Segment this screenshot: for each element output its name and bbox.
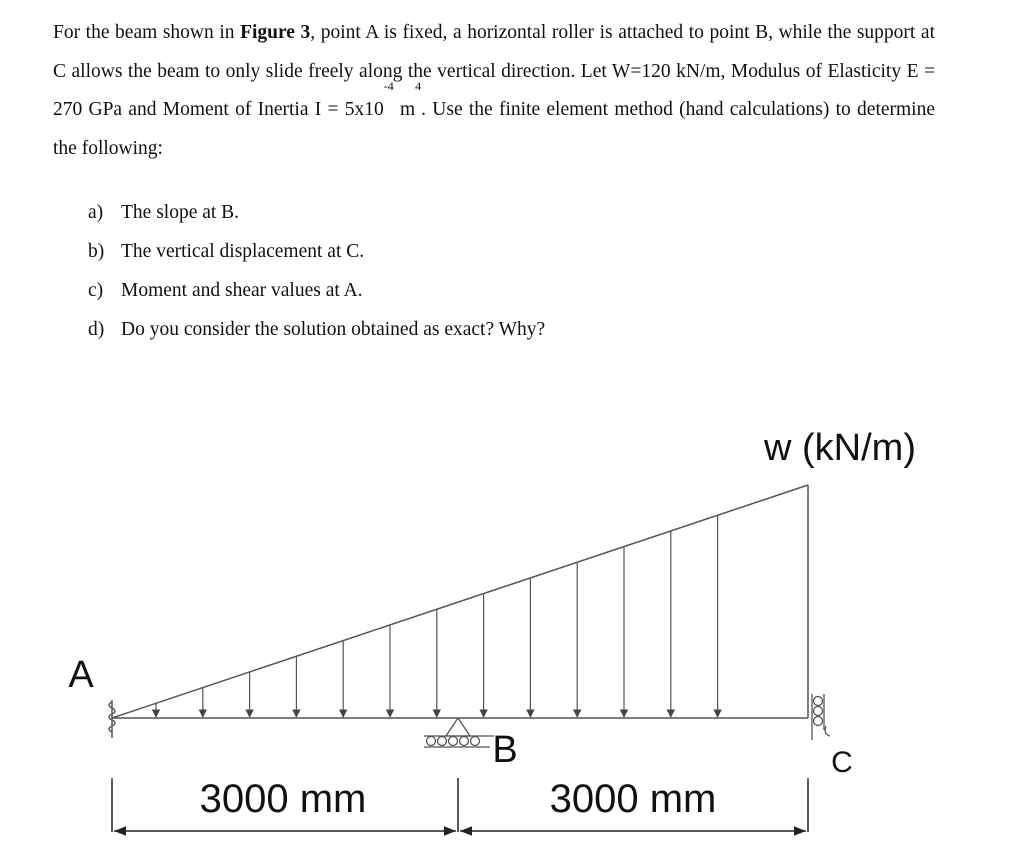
question-text: The vertical displacement at C. xyxy=(121,241,365,262)
question-item-d xyxy=(88,310,545,349)
problem-statement xyxy=(53,14,935,168)
point-c-label: C xyxy=(831,746,853,779)
point-a-label: A xyxy=(68,654,94,696)
problem-text-2: m xyxy=(393,99,416,120)
question-text: Moment and shear values at A. xyxy=(121,280,363,301)
fixed-support-a xyxy=(109,700,115,738)
question-item-a xyxy=(88,193,545,232)
slider-support-c xyxy=(812,694,830,740)
problem-intro: For the beam shown in xyxy=(53,22,241,43)
question-text: The slope at B. xyxy=(121,202,240,223)
question-letter: a) xyxy=(88,202,104,223)
question-item-b xyxy=(88,232,545,271)
question-letter: d) xyxy=(88,319,105,340)
load-slope-line xyxy=(112,485,808,718)
roller-support-b xyxy=(424,718,494,747)
question-item-c xyxy=(88,271,545,310)
question-letter: c) xyxy=(88,280,104,301)
problem-text-3: . Use the finite element method (hand calculations) to determine the following: xyxy=(53,99,936,159)
question-list xyxy=(88,193,545,349)
problem-text-1: , point A is fixed, a horizontal roller is attached to point B, while the support at C allows the beam to only slide freely along the vertical direction. Let W=120 kN/m, Modulus of Elasticity E = 270 GPa and Moment of Inertia I = 5x10 xyxy=(53,22,935,120)
unit-exponent: 4 xyxy=(415,79,422,93)
load-arrows xyxy=(156,515,718,717)
question-letter: b) xyxy=(88,241,105,262)
point-b-label: B xyxy=(492,729,518,771)
figure-reference: Figure 3 xyxy=(240,22,311,43)
beam-figure xyxy=(0,400,1024,865)
inertia-exponent: -4 xyxy=(383,79,394,93)
question-text: Do you consider the solution obtained as exact? Why? xyxy=(121,319,546,340)
dimension-right-label: 3000 mm xyxy=(549,777,717,821)
dimension-left-label: 3000 mm xyxy=(199,777,367,821)
load-label: w (kN/m) xyxy=(764,427,916,469)
